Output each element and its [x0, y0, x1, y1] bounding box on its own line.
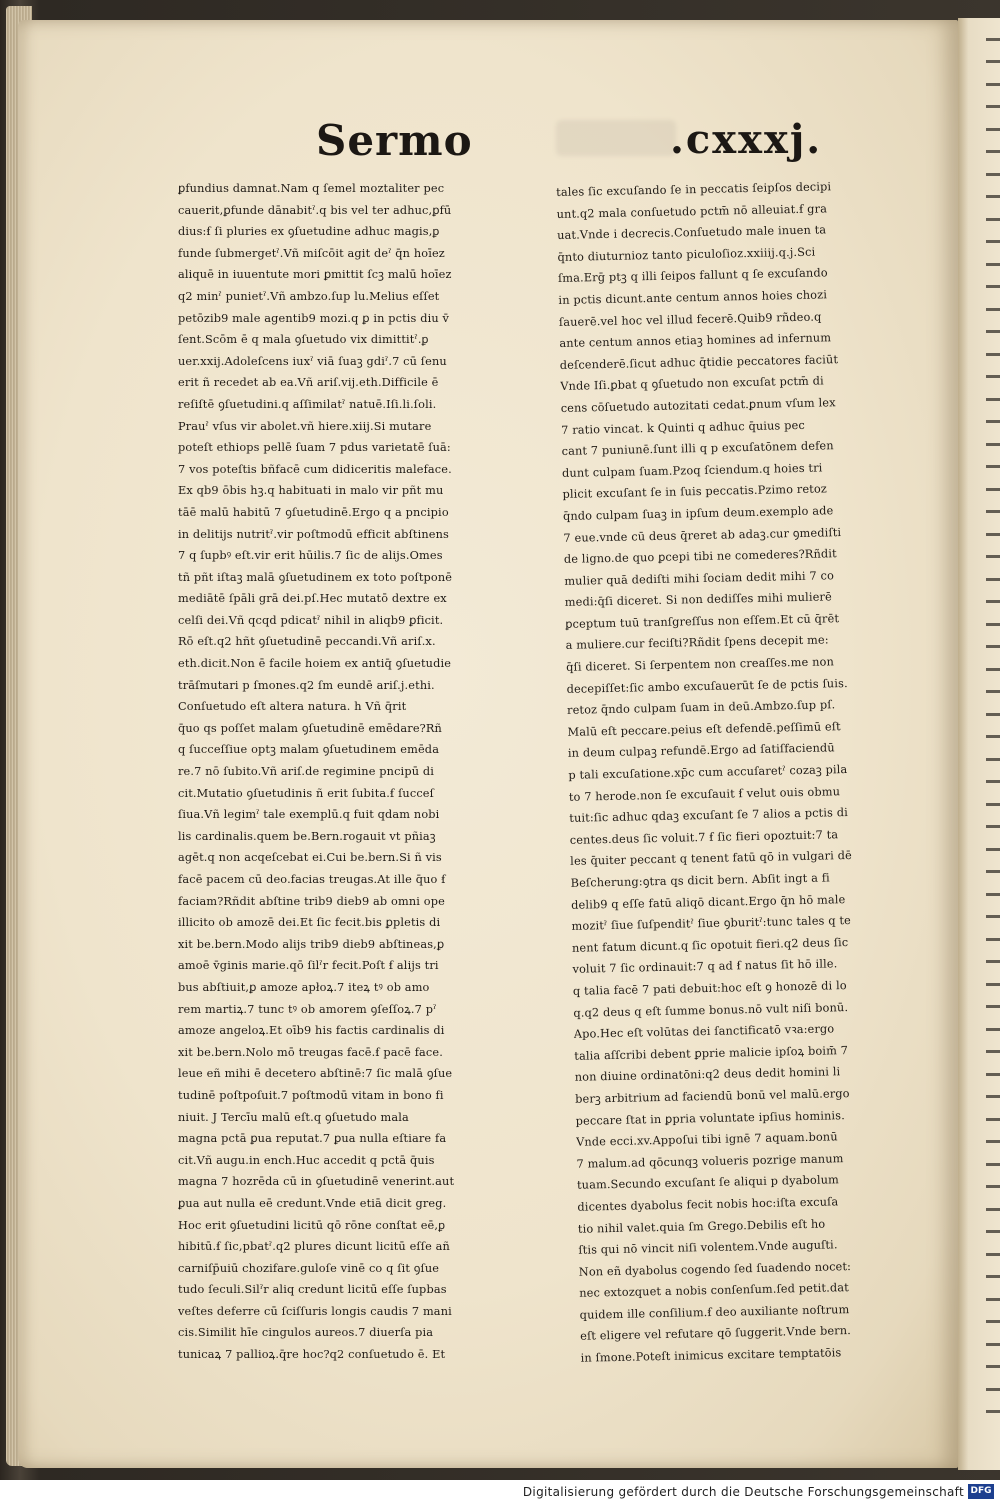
- text-line: berꝫ arbitrium ad faciendū bonū vel malū.ergo: [575, 1086, 850, 1106]
- facing-page-text-fragment: [986, 668, 1000, 671]
- text-line: in deum culpaꝫ refundē.Ergo ad ſatiſfaciendū: [567, 741, 835, 761]
- facing-page-sliver: [958, 18, 1000, 1470]
- text-line: nent fatum dicunt.q ſic opotuit fieri.q2 deus ſic: [571, 935, 849, 955]
- text-line: plicit excuſant ſe in ſuis peccatis.Pzimo retoz: [562, 482, 828, 502]
- facing-page-text-fragment: [986, 1118, 1000, 1121]
- facing-page-text-fragment: [986, 915, 1000, 918]
- facing-page-text-fragment: [986, 263, 1000, 266]
- text-line: eſt eligere vel refutare qō ſuggerit.Vnde bern.: [580, 1324, 852, 1344]
- facing-page-text-fragment: [986, 735, 1000, 738]
- facing-page-text-fragment: [986, 1365, 1000, 1368]
- facing-page-text-fragment: [986, 960, 1000, 963]
- facing-page-text-fragment: [986, 893, 1000, 896]
- text-line: to 7 herode.non ſe excuſauit ẜ velut ouis obmu: [568, 784, 841, 804]
- text-line: Vnde Iſi.ꝑbat q ꝯſuetudo non excuſat pctm̄ di: [560, 374, 824, 394]
- facing-page-text-fragment: [986, 645, 1000, 648]
- text-line: p tali excuſatione.xp̄c cum accuſaretˀ cozaꝫ pila: [568, 763, 848, 782]
- facing-page-text-fragment: [986, 443, 1000, 446]
- folio-number: .cxxxj.: [670, 116, 823, 163]
- text-line: 7 vos poteſtis bñfacē cum didiceritis maleface.: [178, 462, 452, 476]
- text-line: Malū eſt peccare.peius eſt defendē.peſſimū eſt: [567, 720, 841, 739]
- facing-page-text-fragment: [986, 1388, 1000, 1391]
- text-line: ꝑua aut nulla eē credunt.Vnde etiā dicit greg.: [178, 1196, 447, 1210]
- facing-page-text-fragment: [986, 1050, 1000, 1053]
- text-line: cis.Similit hīe cingulos aureos.7 diuerſa pia: [178, 1326, 434, 1340]
- facing-page-text-fragment: [986, 1343, 1000, 1346]
- text-column-right: [556, 174, 951, 1369]
- text-line: magna 7 hozrēda cū in ꝯſuetudinē venerint.aut: [178, 1175, 455, 1189]
- text-line: cauerit,ꝑfunde dānabitˀ.q bis vel ter adhuc,ꝑfū: [178, 203, 452, 217]
- text-line: ꝑfundius damnat.Nam q ſemel moztaliter pec: [178, 182, 445, 195]
- facing-page-text-fragment: [986, 1005, 1000, 1008]
- text-line: uer.xxij.Adoleſcens iuxˀ viā ſuaꝫ gdiˀ.7 cū ſenu: [178, 354, 447, 368]
- text-line: Hoc erit ꝯſuetudini licitū qō rōne conſtat eē,ꝑ: [178, 1218, 446, 1232]
- text-line: dicentes dyabolus fecit nobis hoc:iſta excuſa: [577, 1195, 839, 1214]
- text-line: dius:ẜ ſi pluries ex ꝯſuetudine adhuc magis,ꝑ: [178, 225, 440, 239]
- text-line: tuam.Secundo excuſant ſe aliqui p dyabolum: [576, 1173, 840, 1193]
- text-line: tudinē poſtpoſuit.7 poſtmodū vitam in bono fi: [178, 1088, 444, 1102]
- text-line: Conſuetudo eſt altera natura. h Vñ q̄rit: [178, 700, 407, 714]
- facing-page-text-fragment: [986, 1320, 1000, 1323]
- text-line: ꝑceptum tuū tranſgreſſus non eſſem.Et cū q̄rēt: [565, 612, 840, 631]
- facing-page-text-fragment: [986, 1275, 1000, 1278]
- facing-page-text-fragment: [986, 690, 1000, 693]
- text-line: facē pacem cū deo.facias treugas.At ille q̄uo ẜ: [178, 873, 446, 886]
- text-line: faciam?Rñdit abſtine trib9 dieb9 ab omni ope: [178, 894, 445, 908]
- facing-page-text-fragment: [986, 330, 1000, 333]
- facing-page-text-fragment: [986, 780, 1000, 783]
- text-line: ſent.Scōm ē q mala ꝯſuetudo vix dimittitˀ.ꝑ: [178, 333, 429, 347]
- text-line: petōzib9 male agentib9 mozi.q ꝑ in pctis diu v̄: [178, 311, 450, 325]
- text-line: xit be.bern.Modo alijs trib9 dieb9 abſtineas,ꝑ: [178, 937, 445, 951]
- facing-page-text-fragment: [986, 240, 1000, 243]
- book-page: [18, 20, 958, 1468]
- facing-page-text-fragment: [986, 128, 1000, 131]
- text-line: Non eñ dyabolus cogendo ſed ſuadendo nocet:: [578, 1259, 852, 1279]
- text-line: nec extozquet a nobis conſenſum.ſed petit.dat: [579, 1281, 850, 1301]
- text-line: erit ñ recedet ab ea.Vñ ariſ.vij.eth.Difficile ē: [178, 376, 439, 390]
- text-line: de ligno.de quo ꝑcepi tibi ne comederes?Rñdit: [563, 547, 837, 567]
- text-line: ſtis qui nō vincit niſi volentem.Vnde auguſti.: [578, 1238, 838, 1257]
- text-line: tio nihil valet.quia ſm Grego.Debilis eſt ho: [577, 1217, 826, 1236]
- text-line: a muliere.cur feciſti?Rñdit ſpens decepit me:: [565, 633, 829, 653]
- text-line: bus abſtiuit,ꝑ amoze apłoꝝ.7 iteꝝ tꝰ ob amo: [178, 980, 430, 994]
- text-line: veſtes deferre cū ſciſſuris longis caudis 7 mani: [178, 1304, 452, 1318]
- facing-page-text-fragment: [986, 60, 1000, 63]
- text-line: retoz q̄ndo culpam ſuam in deū.Ambzo.ſup pſ.: [566, 698, 836, 718]
- facing-page-text-fragment: [986, 870, 1000, 873]
- text-line: uat.Vnde i decrecis.Conſuetudo male inuen ta: [556, 223, 827, 243]
- text-line: tudo ſeculi.Silˀr aliq credunt licitū eſſe ſupbas: [178, 1283, 447, 1297]
- text-line: mozitˀ ſiue ſuſpenditˀ ſiue ꝯburitˀ:tunc tales q te: [571, 914, 852, 934]
- facing-page-text-fragment: [986, 803, 1000, 806]
- text-line: illicito ob amozē dei.Et ſic fecit.bis ꝑpletis di: [178, 916, 441, 930]
- running-header: [18, 112, 958, 172]
- header-title: Sermo: [316, 116, 473, 165]
- facing-page-text-fragment: [986, 1028, 1000, 1031]
- text-line: peccare ſtat in ꝑpria voluntate ipſius hominis.: [575, 1108, 846, 1128]
- facing-page-text-fragment: [986, 465, 1000, 468]
- facing-page-text-fragment: [986, 623, 1000, 626]
- text-line: q̄nto diuturnioz tanto piculoſioz.xxiiij.q.j.Sci: [557, 245, 816, 264]
- text-line: Rō eſt.q2 hñt ꝯſuetudinē peccandi.Vñ ariſ.x.: [178, 635, 436, 649]
- facing-page-text-fragment: [986, 555, 1000, 558]
- text-line: tñ pñt iſtaꝫ malā ꝯſuetudinem ex toto poſtponē: [178, 570, 453, 584]
- text-line: Vnde ecci.xv.Appoſui tibi ignē 7 aquam.bonū: [575, 1130, 838, 1149]
- text-line: trāſmutari p ſmones.q2 ſm eundē ariſ.j.ethi.: [178, 678, 435, 692]
- text-line: q̄ndo culpam ſuaꝫ in ipſum deum.exemplo ade: [562, 504, 834, 523]
- facing-page-text-fragment: [986, 1140, 1000, 1143]
- text-line: rem martiꝝ.7 tunc tꝰ ob amorem ꝯſeſſoꝝ.7 pˀ: [178, 1002, 437, 1016]
- text-line: lis cardinalis.quem be.Bern.rogauit vt pñiaꝫ: [178, 829, 436, 843]
- text-line: poteſt ethiops pellē ſuam 7 pdus varietatē ſuā:: [178, 441, 451, 455]
- text-line: ſauerē.vel hoc vel illud fecerē.Quib9 rñdeo.q: [558, 310, 822, 329]
- facing-page-text-fragment: [986, 510, 1000, 513]
- facing-page-text-fragment: [986, 1253, 1000, 1256]
- facing-page-text-fragment: [986, 173, 1000, 176]
- text-line: 7 q ſupbꝰ eſt.vir erit hūilis.7 ſic de alijs.Omes: [178, 549, 443, 563]
- text-line: xit be.bern.Nolo mō treugas facē.ẜ pacē face.: [178, 1045, 443, 1059]
- facing-page-text-fragment: [986, 218, 1000, 221]
- text-line: celſi dei.Vñ qcqd pdicatˀ nihil in aliqb9 ꝑficit.: [178, 613, 444, 627]
- facing-page-text-fragment: [986, 1095, 1000, 1098]
- footer-credit: Digitalisierung gefördert durch die Deutsche Forschungsgemeinschaft: [522, 1485, 964, 1499]
- text-line: leue eñ mihi ē decetero abſtinē:7 ſic malā ꝯſue: [178, 1067, 453, 1081]
- facing-page-text-fragment: [986, 105, 1000, 108]
- text-line: q ſucceſſiue optꝫ malam ꝯſuetudinem emēda: [178, 743, 440, 757]
- facing-page-text-fragment: [986, 285, 1000, 288]
- text-line: 7 eue.vnde cū deus q̄reret ab adaꝫ.cur ꝯmediſti: [563, 525, 842, 545]
- text-line: les q̄uiter peccant q tenent fatū qō in vulgari dē: [570, 849, 853, 869]
- facing-page-text-fragment: [986, 938, 1000, 941]
- text-line: Prauˀ vſus vir abolet.vñ hiere.xiij.Si mutare: [178, 419, 432, 433]
- text-line: mediātē ſpāli grā dei.pſ.Hec mutatō dextre ex: [178, 592, 447, 606]
- text-line: agēt.q non acqeſcebat ei.Cui be.bern.Si ñ vis: [178, 851, 442, 865]
- text-line: in ſmone.Poteſt inimicus excitare temptatōis: [580, 1346, 842, 1365]
- text-line: deſcenderē.ſicut adhuc q̄tidie peccatores faciūt: [559, 352, 839, 372]
- text-line: tāē malū habitū 7 ꝯſuetudinē.Ergo q a pncipio: [178, 505, 449, 519]
- text-line: medi:q̄ſi diceret. Si non dediſſes mihi mulierē: [564, 590, 832, 610]
- facing-page-text-fragment: [986, 1073, 1000, 1076]
- facing-page-text-fragment: [986, 38, 1000, 41]
- facing-page-text-fragment: [986, 1230, 1000, 1233]
- text-line: amoze angeloꝝ.Et oīb9 his factis cardinalis di: [178, 1024, 445, 1038]
- text-line: ante centum annos etiaꝫ homines ad infernum: [559, 331, 832, 351]
- text-line: niuit. J Tercīu malū eſt.q ꝯſuetudo mala: [178, 1110, 409, 1124]
- text-line: amoē v̄ginis marie.qō ſilˀr fecit.Poſt ẜ alijs tri: [178, 959, 439, 973]
- facing-page-text-fragment: [986, 488, 1000, 491]
- facing-page-text-fragment: [986, 713, 1000, 716]
- facing-page-text-fragment: [986, 398, 1000, 401]
- text-line: reſiſtē ꝯſuetudini.q aſſimilatˀ natuē.Iſi.li.ſoli.: [178, 397, 437, 411]
- text-line: 7 malum.ad qōcunqꝫ volueris pozrige manum: [576, 1151, 844, 1171]
- facing-page-text-fragment: [986, 375, 1000, 378]
- text-line: eth.dicit.Non ē facile hoiem ex antiq̄ ꝯſuetudie: [178, 657, 452, 671]
- facing-page-text-fragment: [986, 150, 1000, 153]
- facing-page-text-fragment: [986, 353, 1000, 356]
- text-line: voluit 7 ſic ordinauit:7 q ad ẜ natus ſit hō ille.: [572, 957, 838, 977]
- facing-page-text-fragment: [986, 83, 1000, 86]
- dfg-logo: DFG: [968, 1484, 994, 1499]
- text-line: hibitū.ẜ ſic,pbatˀ.q2 plures dicunt licitū eſſe añ: [178, 1240, 450, 1254]
- text-line: q̄uo qs poſſet malam ꝯſuetudinē emēdare?Rñ: [178, 721, 442, 735]
- text-line: magna pctā ꝑua reputat.7 ꝑua nulla eſtiare fa: [178, 1132, 447, 1146]
- facing-page-text-fragment: [986, 825, 1000, 828]
- text-line: q talia facē 7 pati debuit:hoc eſt ꝯ honozē di lo: [572, 979, 847, 998]
- facing-page-text-fragment: [986, 420, 1000, 423]
- text-line: q̄ſi diceret. Si ſerpentem non creaſſes.me non: [566, 655, 835, 674]
- text-line: centes.deus ſic voluit.7 ẜ ſic fieri opoztuit:7 ta: [569, 828, 839, 847]
- facing-page-text-fragment: [986, 848, 1000, 851]
- text-line: talia aſſcribi debent ꝑprie malicie ipſoꝝ boim̄ 7: [574, 1043, 849, 1063]
- facing-page-text-fragment: [986, 308, 1000, 311]
- facing-page-text-fragment: [986, 600, 1000, 603]
- text-line: unt.q2 mala conſuetudo pctm̄ nō alleuiat.ẜ gra: [556, 201, 828, 221]
- text-line: cit.Mutatio ꝯſuetudinis ñ erit ſubita.ẜ ſucceſ: [178, 786, 434, 800]
- text-line: 7 ratio vincat. k Quinti q adhuc q̄uius pec: [561, 418, 805, 437]
- text-line: dunt culpam ſuam.Pzoq ſciendum.q hoies tri: [561, 461, 823, 480]
- text-line: Beſcherung:ꝯtra qs dicit bern. Abſit ingt a fi: [570, 871, 831, 890]
- text-line: decepiſſet:ſic ambo excuſauerūt ſe de pctis ſuis.: [566, 676, 848, 696]
- text-line: cant 7 puniunē.ſunt illi q p excuſatōnem defen: [561, 439, 834, 459]
- facing-page-text-fragment: [986, 1298, 1000, 1301]
- text-line: cens cōſuetudo autozitati cedat.ꝑnum vſum lex: [560, 396, 836, 415]
- facing-page-text-fragment: [986, 1410, 1000, 1413]
- text-line: in pctis dicunt.ante centum annos hoies chozi: [558, 288, 828, 307]
- text-line: funde ſubmergetˀ.Vñ miſcōit agit deˀ q̄n hoīez: [178, 246, 445, 260]
- text-line: q.q2 deus q eſt ſumme bonus.nō vult niſi bonū.: [573, 1000, 849, 1020]
- text-line: Ex qb9 ōbis hꝫ.q habituati in malo vir pñt mu: [178, 484, 444, 498]
- text-line: re.7 nō ſubito.Vñ ariſ.de regimine pncipū di: [178, 765, 435, 779]
- facing-page-text-fragment: [986, 1185, 1000, 1188]
- text-line: delib9 q eſſe fatū aliqō dicant.Ergo q̄n hō male: [571, 892, 846, 912]
- text-line: cit.Vñ augu.in ench.Huc accedit q pctā q̄uis: [178, 1153, 435, 1167]
- text-line: tales ſic excuſando ſe in peccatis ſeipſos decipi: [556, 180, 832, 199]
- text-line: ſma.Erḡ ptꝫ q illi ſeipos fallunt q ſe excuſando: [557, 266, 828, 286]
- facing-page-text-fragment: [986, 533, 1000, 536]
- facing-page-text-fragment: [986, 758, 1000, 761]
- facing-page-text-fragment: [986, 1208, 1000, 1211]
- facing-page-text-fragment: [986, 983, 1000, 986]
- text-line: carniſp̄uiū chozifare.guloſe vinē co q ſit ꝯſue: [178, 1261, 440, 1275]
- text-line: non diuine ordinatōni:q2 deus dedit homini li: [574, 1065, 841, 1085]
- text-line: ſiua.Vñ legimˀ tale exemplū.q fuit qdam nobi: [178, 808, 440, 822]
- footer-bar: [0, 1480, 1000, 1504]
- text-line: in delitijs nutritˀ.vir poſtmodū efficit abſtinens: [178, 527, 449, 541]
- text-line: quidem ille conſilium.ẜ deo auxiliante noſtrum: [579, 1302, 850, 1322]
- facing-page-text-fragment: [986, 1163, 1000, 1166]
- text-line: tunicaꝝ 7 pallioꝝ.q̄re hoc?q2 conſuetudo ē. Et: [178, 1348, 446, 1362]
- text-line: tuit:ſic adhuc qdaꝫ excuſant ſe 7 alios a pctis di: [569, 806, 849, 826]
- facing-page-text-fragment: [986, 578, 1000, 581]
- facing-page-text-fragment: [986, 195, 1000, 198]
- text-line: q2 minˀ punietˀ.Vñ ambzo.ſup lu.Melius eſſet: [178, 289, 440, 303]
- text-line: aliquē in iuuentute mori ꝑmittit ſcꝫ malū hoīez: [178, 268, 452, 282]
- text-column-left: [178, 178, 548, 1366]
- text-line: Apo.Hec eſt volūtas dei ſanctificatō vꝛa:ergo: [573, 1022, 835, 1041]
- text-line: mulier quā dediſti mihi ſociam dedit mihi 7 co: [564, 568, 835, 588]
